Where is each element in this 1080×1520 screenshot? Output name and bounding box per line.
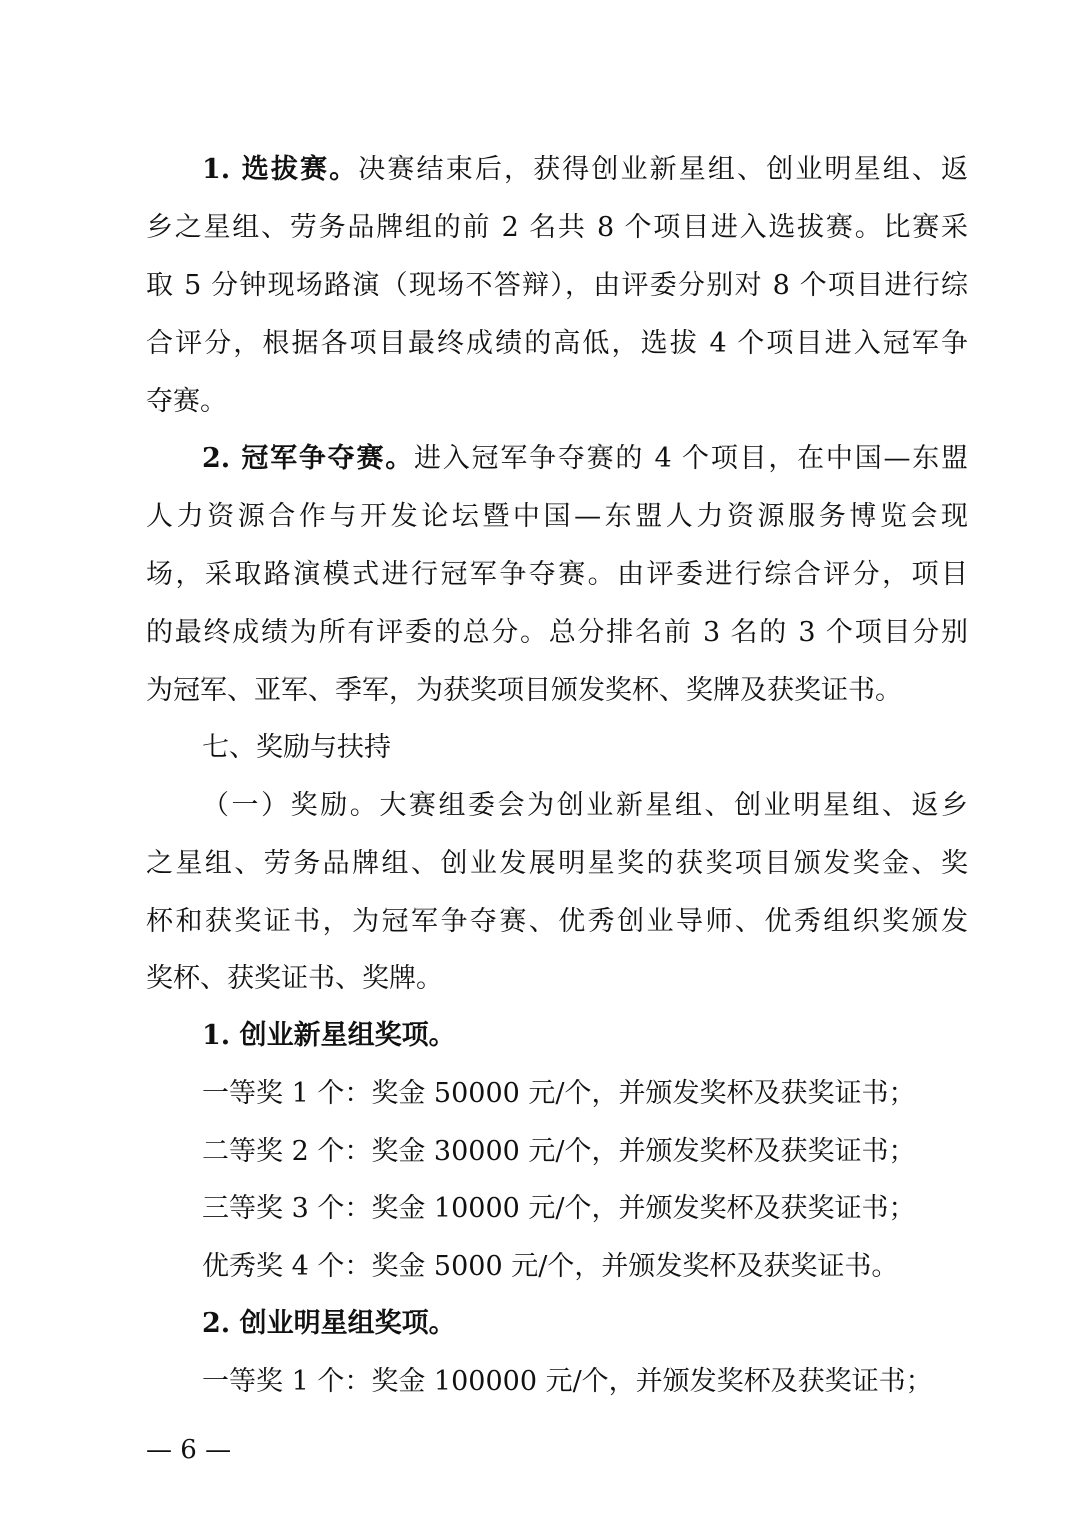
selection-paragraph-line-2: 乡之星组、劳务品牌组的前 2 名共 8 个项目进入选拔赛。比赛采 [146, 212, 968, 243]
reward-paragraph-line-1: （一）奖励。大赛组委会为创业新星组、创业明星组、返乡 [202, 790, 968, 821]
reward-paragraph-line-4: 奖杯、获奖证书、奖牌。 [146, 963, 443, 994]
rising-star-award-excellence: 优秀奖 4 个：奖金 5000 元/个，并颁发奖杯及获奖证书。 [202, 1251, 899, 1282]
chapter-title: 七、奖励与扶持 [202, 732, 391, 763]
reward-paragraph-line-3: 杯和获奖证书，为冠军争夺赛、优秀创业导师、优秀组织奖颁发 [146, 906, 968, 937]
selection-heading: 1. 选拔赛。 [202, 154, 359, 185]
championship-text: 进入冠军争夺赛的 4 个项目，在中国—东盟 [414, 443, 968, 474]
star-awards-heading: 2. 创业明星组奖项。 [202, 1308, 456, 1339]
star-award-first: 一等奖 1 个：奖金 100000 元/个，并颁发奖杯及获奖证书； [202, 1366, 933, 1397]
rising-star-award-third: 三等奖 3 个：奖金 10000 元/个，并颁发奖杯及获奖证书； [202, 1193, 916, 1224]
page-number: — 6 — [146, 1435, 232, 1465]
championship-paragraph-line-1 [202, 439, 968, 479]
championship-paragraph-line-3: 场，采取路演模式进行冠军争夺赛。由评委进行综合评分，项目 [146, 559, 968, 590]
selection-paragraph-line-4: 合评分，根据各项目最终成绩的高低，选拔 4 个项目进入冠军争 [146, 328, 968, 359]
reward-paragraph-line-2: 之星组、劳务品牌组、创业发展明星奖的获奖项目颁发奖金、奖 [146, 848, 968, 879]
rising-star-award-first: 一等奖 1 个：奖金 50000 元/个，并颁发奖杯及获奖证书； [202, 1078, 916, 1109]
rising-star-awards-heading: 1. 创业新星组奖项。 [202, 1020, 456, 1051]
rising-star-award-second: 二等奖 2 个：奖金 30000 元/个，并颁发奖杯及获奖证书； [202, 1136, 916, 1167]
championship-paragraph-line-5: 为冠军、亚军、季军，为获奖项目颁发奖杯、奖牌及获奖证书。 [146, 675, 902, 706]
championship-paragraph-line-4: 的最终成绩为所有评委的总分。总分排名前 3 名的 3 个项目分别 [146, 617, 968, 648]
selection-paragraph-line-5: 夺赛。 [146, 386, 227, 417]
selection-text: 决赛结束后，获得创业新星组、创业明星组、返 [358, 154, 968, 185]
championship-heading: 2. 冠军争夺赛。 [202, 443, 414, 474]
selection-paragraph-line-3: 取 5 分钟现场路演（现场不答辩），由评委分别对 8 个项目进行综 [146, 270, 968, 301]
selection-paragraph-line-1 [202, 150, 968, 190]
championship-paragraph-line-2: 人力资源合作与开发论坛暨中国—东盟人力资源服务博览会现 [146, 501, 968, 532]
